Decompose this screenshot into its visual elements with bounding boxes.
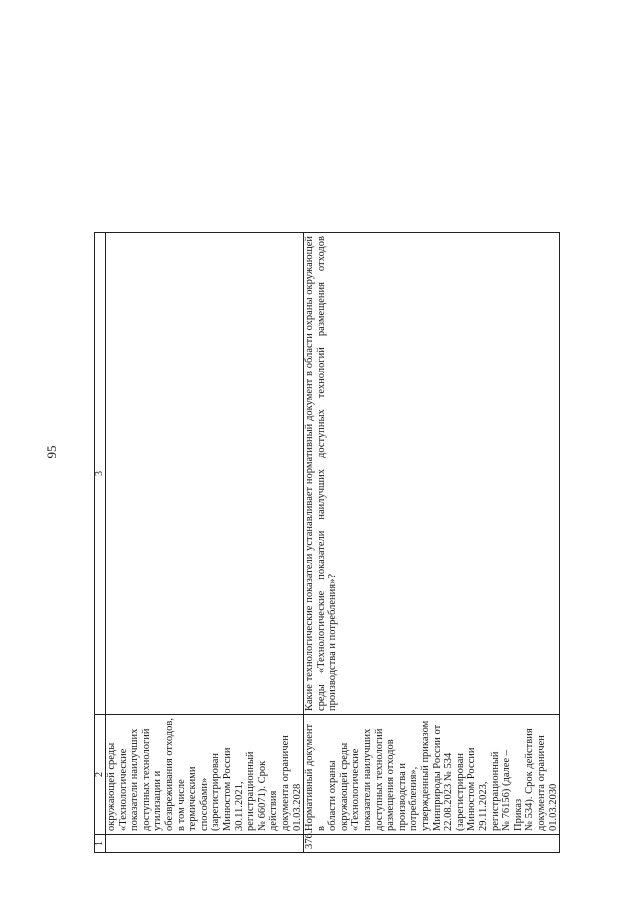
questions-table [94,232,560,853]
header-col-1: 1 [95,835,106,853]
row-number-cell: 376. [304,835,560,853]
header-col-3: 3 [95,233,106,715]
document-cell: окружающей среды «Технологические показатели наилучших доступных технологий утилизации и обезвреживания отходов, в том числе термическими способами» (зарегистрирован Минюстом России 30.11.2021, регистрационный № 66071). Срок действия документа ограничен 01.03.2028 [106,715,304,835]
table-row [304,233,560,853]
rotated-table-container [94,233,559,853]
table-row [106,233,304,853]
table-header-row [95,233,106,853]
question-cell: Какие технологические показатели устанавливает нормативный документ в области охраны окружающей среды «Технологические показатели наилучших доступных технологий размещения отходов производства и потребления»? [304,233,560,715]
document-cell: Нормативный документ в области охраны окружающей среды «Технологические показатели наилучших доступных технологий размещения отходов производства и потребления», утвержденный приказом Минприроды России от 22.08.2023 № 534 (зарегистрирован Минюстом России 29.11.2023, регистрационный № 76156) (далее – Приказ № 534). Срок действия документа ограничен 01.03.2030 [304,715,560,835]
header-col-2: 2 [95,715,106,835]
question-cell [106,233,304,715]
row-number-cell [106,835,304,853]
page-number: 95 [44,445,59,459]
